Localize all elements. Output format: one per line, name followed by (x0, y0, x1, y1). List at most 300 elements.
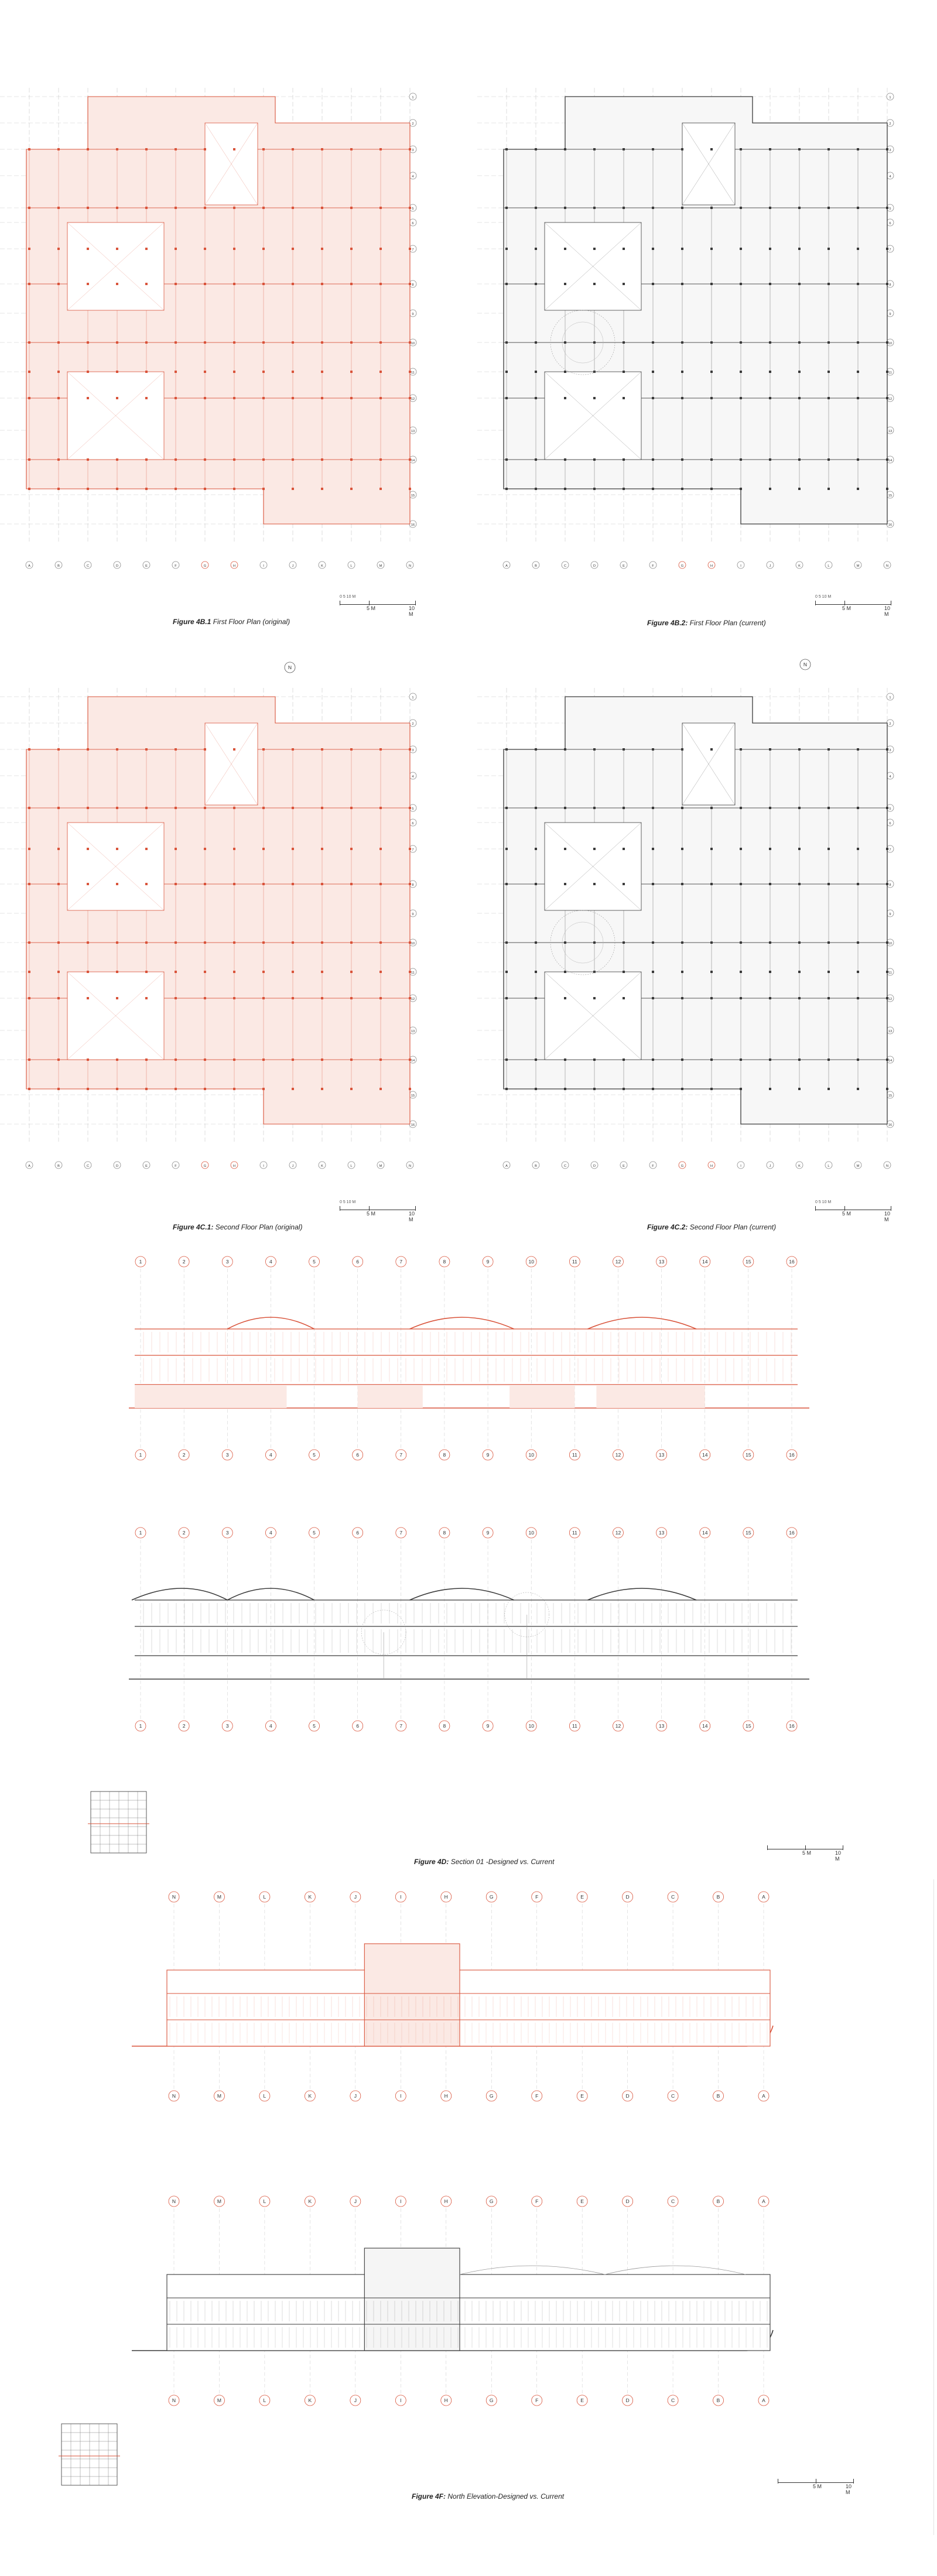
grid-bubble-label: L (263, 1894, 266, 1900)
elevation-bubble-top-N (169, 1892, 179, 1902)
column (204, 341, 206, 344)
column (535, 397, 537, 399)
grid-bubble-label: C (86, 1164, 90, 1168)
grid-bubble-row-13 (887, 1027, 894, 1034)
elevation-bubble-bottom-M (214, 2091, 224, 2101)
column (262, 148, 265, 150)
column (87, 488, 89, 490)
grid-bubble-row-4 (409, 772, 416, 779)
grid-bubble-label: G (489, 2397, 494, 2403)
column (740, 488, 742, 490)
grid-bubble-label: N (288, 664, 292, 670)
section-bubble-bottom-4 (265, 1721, 276, 1731)
section-bubble-top-15 (743, 1527, 754, 1538)
column (57, 397, 60, 399)
column (652, 248, 654, 250)
section-bubble-bottom-11 (569, 1721, 580, 1731)
column (175, 971, 177, 973)
elevation-bubble-top-B (713, 1892, 724, 1902)
column (827, 807, 830, 809)
column (175, 1059, 177, 1061)
column (145, 1088, 148, 1090)
elevation-bubble-top-I (395, 2196, 406, 2207)
section-bubble-bottom-14 (700, 1721, 710, 1731)
grid-bubble-col-G (201, 1162, 208, 1169)
section-bubble-bottom-15 (743, 1721, 754, 1731)
grid-bubble-label: G (489, 1894, 494, 1900)
elevation-bubble-top-E (577, 2196, 587, 2207)
column (886, 883, 888, 885)
column (28, 1088, 30, 1090)
column (233, 248, 235, 250)
grid-bubble-col-I (260, 1162, 267, 1169)
grid-bubble-row-6 (887, 219, 894, 226)
grid-bubble-label: N (172, 2397, 176, 2403)
column (116, 397, 118, 399)
grid-bubble-label: N (803, 662, 808, 667)
grid-bubble-label: 16 (789, 1530, 795, 1536)
column (740, 1088, 742, 1090)
column (204, 207, 206, 209)
column (623, 248, 625, 250)
grid-bubble-label: M (379, 1164, 382, 1168)
column (710, 807, 713, 809)
vaulted-roof (588, 1317, 696, 1329)
column (652, 997, 654, 999)
grid-bubble-label: M (856, 564, 860, 568)
section-bubble-bottom-13 (656, 1721, 667, 1731)
elevation-bubble-bottom-A (758, 2395, 769, 2406)
elevation-current (132, 2196, 773, 2406)
elevation-bubble-top-H (441, 1892, 452, 1902)
grid-bubble-col-D (114, 1162, 121, 1169)
column (116, 148, 118, 150)
grid-bubble-col-L (348, 1162, 355, 1169)
column (145, 748, 148, 751)
column (623, 283, 625, 285)
grid-bubble-label: I (263, 564, 264, 568)
grid-bubble-label: 9 (889, 913, 891, 916)
section-bubble-bottom-9 (483, 1450, 493, 1460)
column (564, 371, 566, 373)
grid-bubble-label: E (145, 564, 148, 568)
column (350, 148, 353, 150)
grid-bubble-col-K (796, 561, 803, 568)
column (740, 807, 742, 809)
column (505, 148, 508, 150)
column (564, 458, 566, 461)
column (57, 848, 60, 850)
grid-bubble-col-C (562, 1162, 569, 1169)
grid-bubble-label: F (535, 1894, 539, 1900)
grid-bubble-label: K (308, 1894, 312, 1900)
column (116, 488, 118, 490)
grid-bubble-label: 16 (411, 523, 415, 527)
column (116, 1059, 118, 1061)
elevation-bubble-top-E (577, 1892, 587, 1902)
column (710, 248, 713, 250)
column (535, 458, 537, 461)
grid-bubble-label: D (625, 1894, 630, 1900)
grid-bubble-label: 8 (412, 283, 414, 287)
grid-bubble-label: 15 (746, 1723, 751, 1729)
grid-bubble-label: A (762, 2093, 765, 2099)
column (292, 971, 294, 973)
grid-bubble-col-J (289, 1162, 296, 1169)
column (769, 207, 771, 209)
grid-bubble-label: 12 (888, 998, 892, 1001)
column (769, 283, 771, 285)
column (681, 458, 683, 461)
caption-figure-4c2: Figure 4C.2: Second Floor Plan (current) (647, 1223, 777, 1231)
grid-bubble-label: 9 (486, 1723, 490, 1729)
column (350, 748, 353, 751)
grid-bubble-label: 3 (225, 1530, 229, 1536)
grid-bubble-label: 8 (412, 883, 414, 887)
grid-bubble-label: 13 (658, 1259, 665, 1265)
column (28, 1059, 30, 1061)
column (681, 748, 683, 751)
grid-bubble-row-9 (887, 310, 894, 317)
column (262, 341, 265, 344)
grid-bubble-col-J (289, 561, 296, 568)
column (28, 283, 30, 285)
grid-bubble-label: K (321, 564, 323, 568)
grid-bubble-label: 6 (889, 222, 891, 225)
column (262, 807, 265, 809)
column (681, 848, 683, 850)
grid-bubble-row-15 (409, 491, 416, 498)
column (321, 941, 323, 944)
column (535, 371, 537, 373)
column (233, 488, 235, 490)
grid-bubble-label: 3 (225, 1259, 229, 1265)
grid-bubble-label: B (716, 2093, 720, 2099)
column (175, 748, 177, 751)
grid-bubble-label: I (263, 1164, 264, 1168)
column (175, 883, 177, 885)
grid-bubble-label: A (505, 564, 508, 568)
grid-bubble-row-6 (409, 219, 416, 226)
column (857, 1059, 859, 1061)
column (292, 488, 294, 490)
column (740, 848, 742, 850)
column (116, 207, 118, 209)
section-bubble-top-8 (439, 1256, 450, 1267)
column (409, 341, 411, 344)
column (233, 941, 235, 944)
column (262, 283, 265, 285)
grid-bubble-col-C (84, 561, 91, 568)
column (798, 883, 801, 885)
grid-bubble-row-13 (409, 427, 416, 434)
column (175, 807, 177, 809)
grid-bubble-label: F (175, 1164, 177, 1168)
grid-bubble-label: J (354, 2198, 357, 2204)
column (292, 941, 294, 944)
grid-bubble-col-J (767, 561, 774, 568)
facade-block (167, 1970, 770, 2046)
grid-bubble-label: F (535, 2397, 539, 2403)
column (409, 248, 414, 252)
column (262, 883, 265, 885)
column (681, 341, 683, 344)
section-bubble-bottom-6 (353, 1721, 363, 1731)
grid-bubble-col-F (172, 561, 179, 568)
column (379, 941, 382, 944)
grid-bubble-label: 15 (411, 1094, 415, 1098)
column (535, 971, 537, 973)
grid-bubble-col-M (854, 561, 861, 568)
column (857, 397, 859, 399)
column (710, 148, 713, 150)
column (740, 1059, 742, 1061)
column (57, 1088, 60, 1090)
column (116, 248, 118, 250)
column (535, 207, 537, 209)
column (710, 458, 713, 461)
central-tower (364, 2248, 460, 2351)
column (204, 458, 206, 461)
grid-bubble-row-4 (887, 772, 894, 779)
column (827, 941, 830, 944)
grid-bubble-label: N (885, 564, 889, 568)
grid-bubble-label: 9 (486, 1530, 490, 1536)
grid-bubble-label: M (379, 564, 382, 568)
grid-bubble-label: 10 (888, 942, 892, 946)
grid-bubble-col-E (143, 561, 150, 568)
facade-block (167, 2274, 770, 2351)
grid-bubble-label: D (115, 564, 119, 568)
column (175, 997, 177, 999)
grid-bubble-label: 15 (411, 494, 415, 498)
column (769, 397, 771, 399)
section-bubble-bottom-3 (222, 1450, 232, 1460)
grid-bubble-label: 10 (528, 1259, 534, 1265)
grid-bubble-label: M (217, 2198, 222, 2204)
column (740, 283, 742, 285)
grid-bubble-label: 6 (356, 1259, 360, 1265)
column (710, 941, 713, 944)
column (740, 883, 742, 885)
grid-bubble-label: 14 (702, 1723, 708, 1729)
grid-bubble-label: 1 (139, 1723, 142, 1729)
section-bubble-top-9 (483, 1527, 493, 1538)
column (233, 283, 235, 285)
grid-bubble-col-G (679, 1162, 686, 1169)
column (827, 148, 830, 150)
column (175, 458, 177, 461)
column (145, 807, 148, 809)
grid-bubble-label: 5 (313, 1530, 316, 1536)
column (116, 371, 118, 373)
elevation-bubble-bottom-F (532, 2091, 542, 2101)
column (233, 997, 235, 999)
section-bubble-bottom-16 (786, 1721, 797, 1731)
column (623, 207, 625, 209)
elevation-bubble-top-D (623, 1892, 633, 1902)
grid-bubble-col-I (737, 561, 744, 568)
grid-bubble-label: J (354, 1894, 357, 1900)
grid-bubble-label: K (308, 2093, 312, 2099)
column (233, 341, 235, 344)
column (28, 248, 30, 250)
section-bubble-top-3 (222, 1256, 232, 1267)
column (145, 397, 148, 399)
column (769, 458, 771, 461)
grid-bubble-label: 8 (443, 1452, 446, 1458)
column (886, 207, 888, 209)
grid-bubble-col-N (406, 1162, 413, 1169)
column (505, 397, 508, 399)
grid-bubble-label: L (263, 2198, 266, 2204)
column (564, 883, 566, 885)
grid-bubble-label: 13 (411, 430, 415, 433)
column (505, 1059, 508, 1061)
column (145, 971, 148, 973)
column (409, 1059, 411, 1061)
column (87, 397, 89, 399)
grid-bubble-label: E (145, 1164, 148, 1168)
grid-bubble-label: 13 (411, 1030, 415, 1033)
column (857, 883, 859, 885)
column (681, 397, 683, 399)
column (262, 207, 265, 209)
grid-bubble-label: 5 (313, 1259, 316, 1265)
column (379, 883, 382, 885)
column (710, 883, 713, 885)
column (145, 458, 148, 461)
grid-bubble-label: 14 (702, 1530, 708, 1536)
column (57, 941, 60, 944)
column (262, 1059, 265, 1061)
key-plan-outline (91, 1791, 146, 1853)
column (740, 248, 742, 250)
grid-bubble-label: 4 (269, 1530, 272, 1536)
grid-bubble-label: 2 (889, 122, 891, 126)
column (145, 248, 148, 250)
grid-bubble-label: J (292, 564, 294, 568)
column (292, 371, 294, 373)
column (262, 248, 265, 250)
grid-bubble-label: 12 (411, 398, 415, 401)
section-bubble-top-3 (222, 1527, 232, 1538)
grid-bubble-label: F (652, 1164, 654, 1168)
section-bubble-top-15 (743, 1256, 754, 1267)
north-arrow-icon (285, 662, 295, 673)
grid-bubble-label: J (354, 2397, 357, 2403)
column (321, 148, 323, 150)
grid-bubble-label: 10 (411, 942, 415, 946)
column (505, 807, 508, 809)
grid-bubble-label: 7 (399, 1452, 403, 1458)
column (145, 283, 148, 285)
vaulted-roof (410, 1588, 514, 1600)
grid-bubble-row-9 (409, 310, 416, 317)
column (116, 941, 118, 944)
grid-bubble-row-2 (409, 119, 416, 126)
section-bubble-top-5 (309, 1256, 320, 1267)
grid-bubble-label: 5 (889, 807, 891, 811)
column (379, 807, 382, 809)
column (623, 397, 625, 399)
column (28, 458, 30, 461)
elevation-bubble-bottom-E (577, 2395, 587, 2406)
column (886, 371, 888, 373)
grid-bubble-col-K (796, 1162, 803, 1169)
column (57, 248, 60, 250)
column (262, 397, 265, 399)
grid-bubble-label: 5 (313, 1723, 316, 1729)
section-bubble-top-9 (483, 1256, 493, 1267)
column (886, 748, 888, 751)
elevation-bubble-top-C (668, 1892, 678, 1902)
elevation-bubble-top-F (532, 2196, 542, 2207)
column (321, 207, 323, 209)
column (535, 997, 537, 999)
grid-bubble-label: C (563, 564, 567, 568)
column (57, 488, 60, 490)
column (886, 1059, 888, 1061)
column (710, 748, 713, 751)
grid-bubble-label: E (623, 564, 625, 568)
column (827, 397, 830, 399)
grid-bubble-label: 14 (888, 1059, 892, 1063)
elevation-bubble-bottom-C (668, 2091, 678, 2101)
grid-bubble-label: 7 (889, 248, 891, 252)
grid-bubble-row-9 (887, 910, 894, 917)
column (740, 458, 742, 461)
column (593, 807, 596, 809)
column (233, 371, 235, 373)
section-bubble-bottom-3 (222, 1721, 232, 1731)
grid-bubble-label: A (762, 2198, 765, 2204)
grid-bubble-label: I (400, 1894, 402, 1900)
column (292, 848, 294, 850)
grid-bubble-label: G (680, 1164, 684, 1168)
grid-bubble-label: 12 (615, 1723, 621, 1729)
column (886, 997, 888, 999)
grid-bubble-label: 14 (411, 1059, 415, 1063)
elevation-bubble-top-C (668, 2196, 678, 2207)
column (233, 397, 235, 399)
column (409, 458, 411, 461)
section-bubble-top-11 (569, 1527, 580, 1538)
column (57, 371, 60, 373)
floor-plan-4b2 (477, 88, 894, 568)
column (57, 997, 60, 999)
column (292, 883, 294, 885)
column (798, 748, 801, 751)
grid-bubble-label: J (292, 1164, 294, 1168)
elevation-bubble-top-G (486, 2196, 497, 2207)
column (262, 371, 265, 373)
scale-bar-4c1: 0 5 10 M 5 M 10 M (340, 1200, 415, 1222)
grid-bubble-label: 12 (888, 398, 892, 401)
scale-bar-4d: 5 M 10 M (767, 1843, 843, 1855)
grid-bubble-label: 3 (225, 1452, 229, 1458)
column (652, 397, 654, 399)
column (28, 848, 30, 850)
column (827, 997, 830, 999)
grid-bubble-col-H (708, 561, 715, 568)
section-bubble-top-4 (265, 1256, 276, 1267)
column (262, 748, 265, 751)
grid-bubble-row-6 (409, 819, 416, 826)
grid-bubble-label: L (827, 564, 830, 568)
grid-bubble-label: J (769, 1164, 771, 1168)
column (769, 371, 771, 373)
